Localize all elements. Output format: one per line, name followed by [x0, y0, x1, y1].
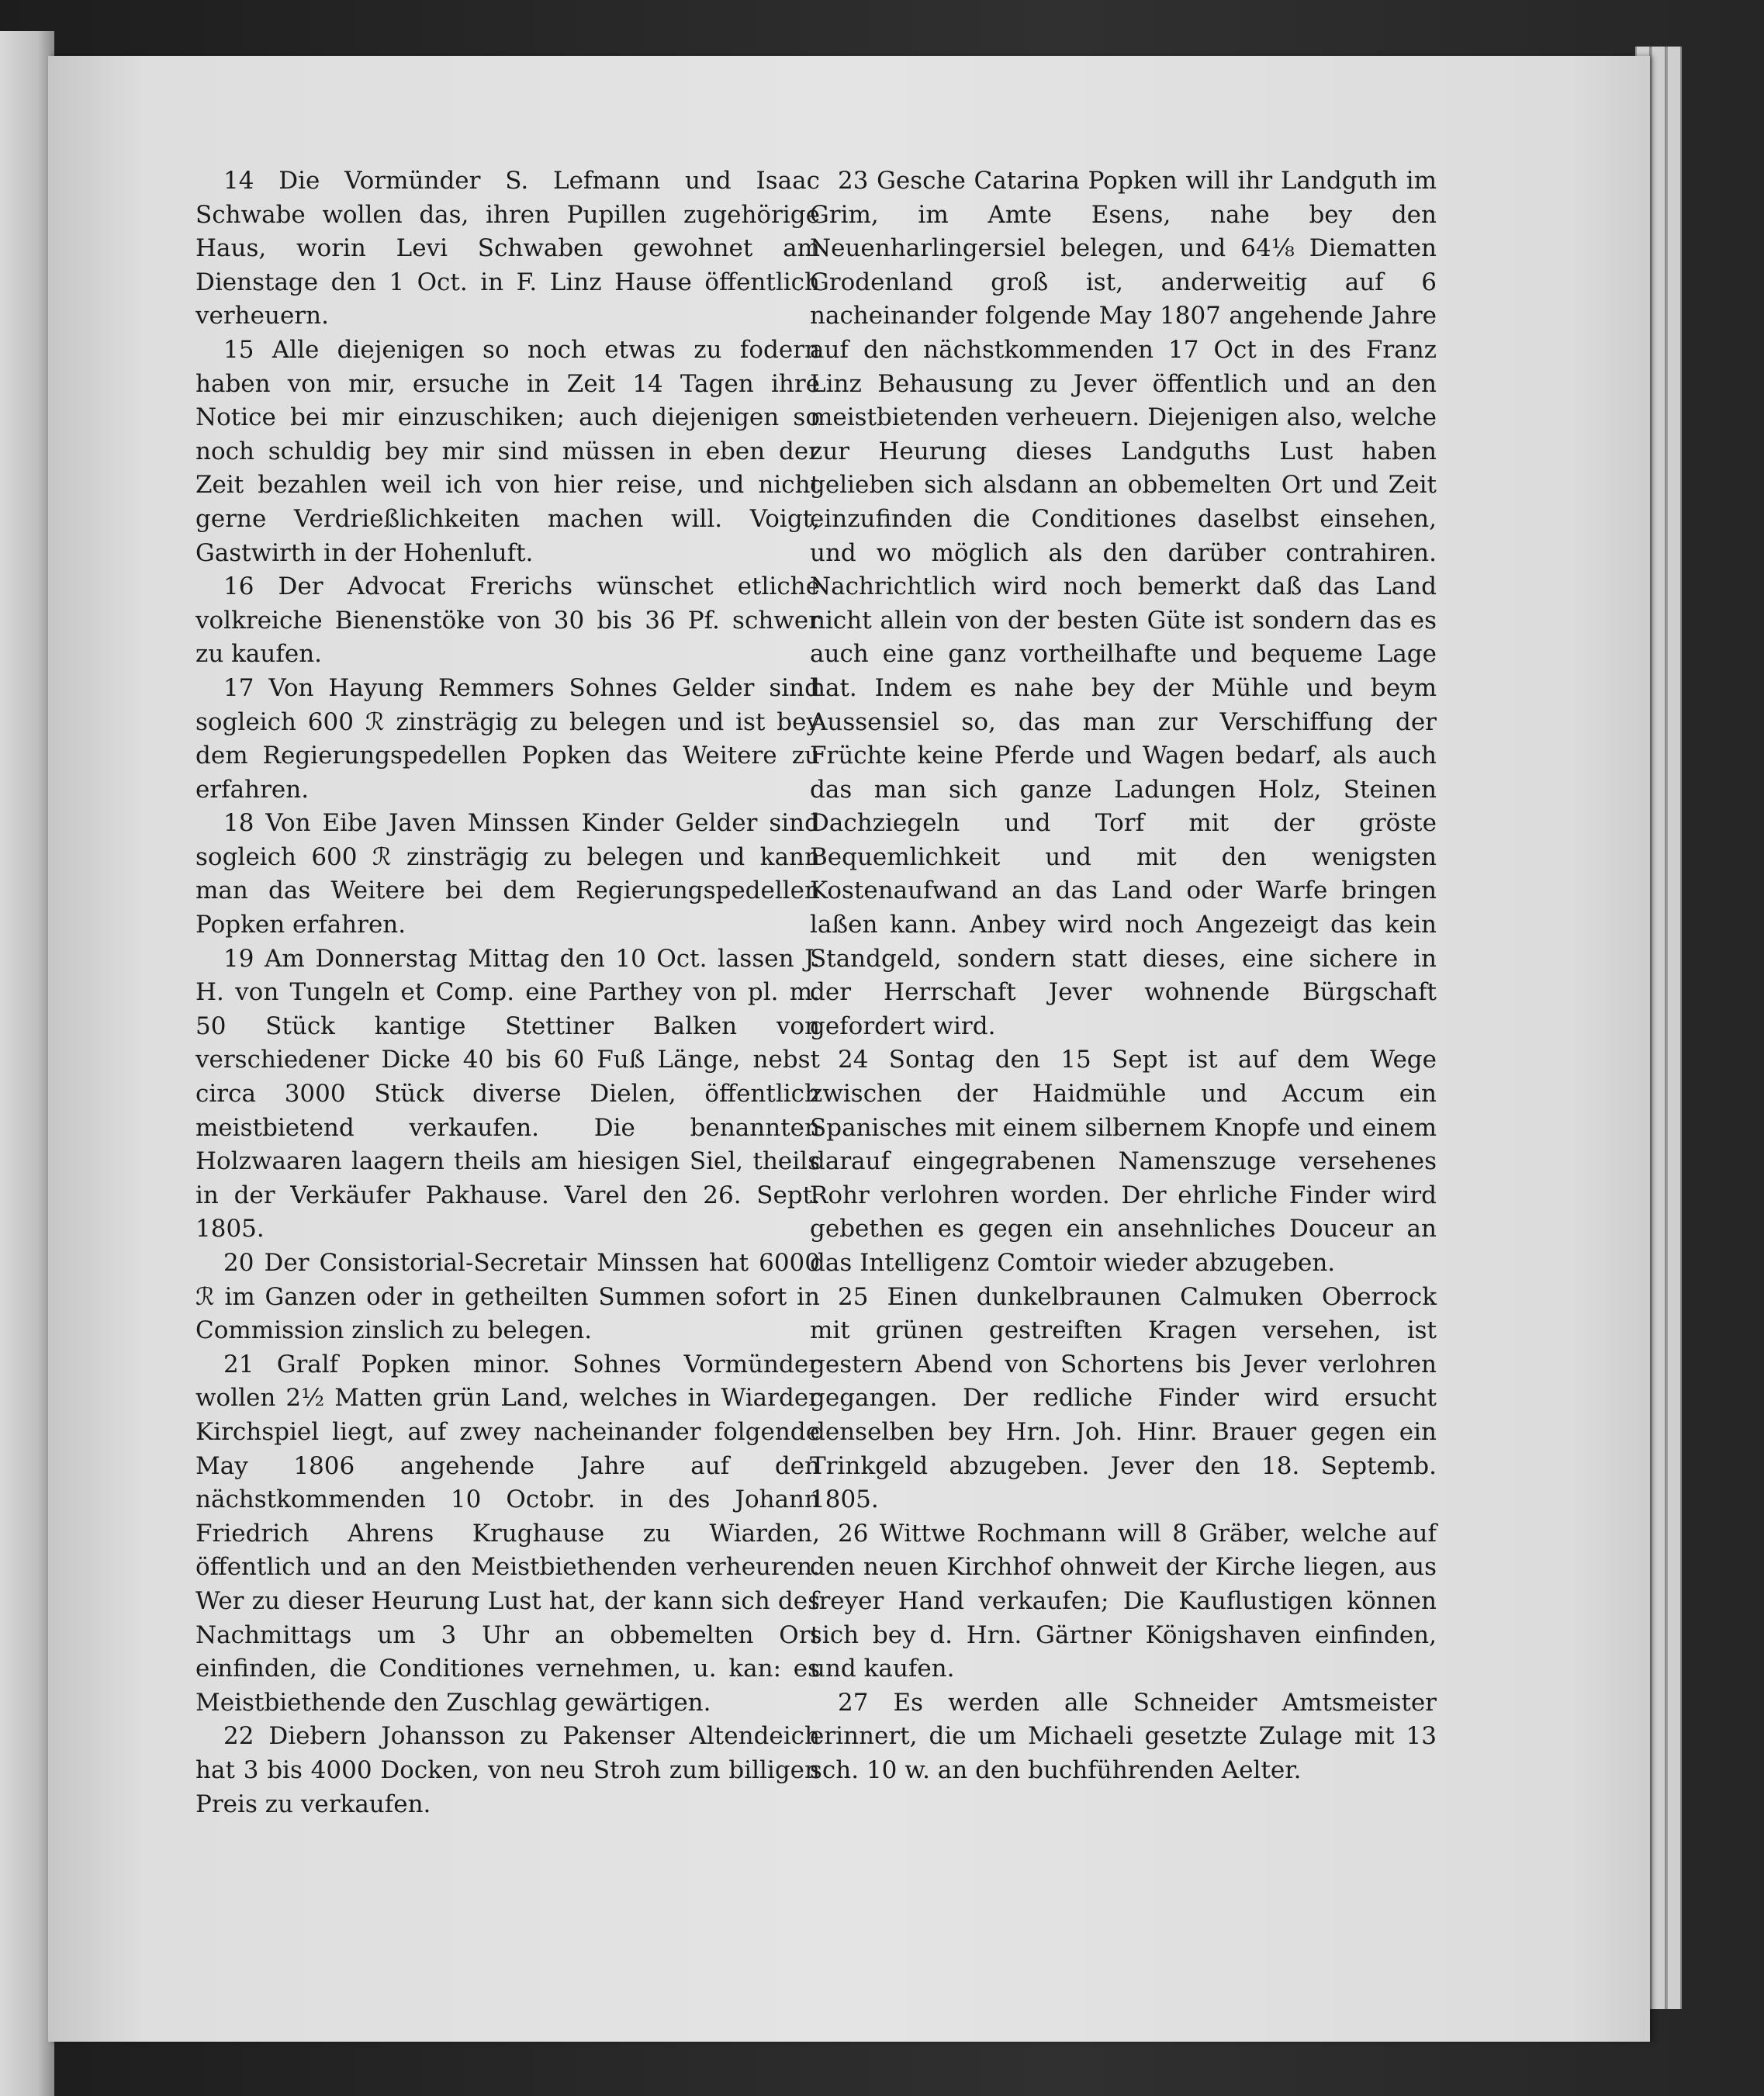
notice-17: 17 Von Hayung Remmers Sohnes Gelder sind sogleich 600 ℛ zinsträgig zu belegen und ist bey dem Regierungspedellen Popken das Weitere zu erfahren. — [195, 673, 820, 804]
notice-22: 22 Diebern Johansson zu Pakenser Altendeich hat 3 bis 4000 Docken, von neu Stroh zum billigen Preis zu verkaufen. — [195, 1722, 820, 1818]
notice-16: 16 Der Advocat Frerichs wünschet etliche volkreiche Bienenstöke von 30 bis 36 Pf. schwer zu kaufen. — [195, 572, 820, 669]
left-column — [195, 164, 820, 1821]
page-edge — [1666, 47, 1682, 2009]
notice-18: 18 Von Eibe Javen Minssen Kinder Gelder sind sogleich 600 ℛ zinsträgig zu belegen und kann man das Weitere bei dem Regierungspedellen Popken erfahren. — [195, 809, 820, 939]
notice-20: 20 Der Consistorial-Secretair Minssen hat 6000 ℛ im Ganzen oder in getheilten Summen sofort in Commission zinslich zu belegen. — [195, 1249, 820, 1345]
notice-27: 27 Es werden alle Schneider Amtsmeister erinnert, die um Michaeli gesetzte Zulage mit 13 sch. 10 w. an den buchführenden Aelter. — [810, 1688, 1437, 1784]
newspaper-page — [48, 56, 1650, 2042]
notice-25: 25 Einen dunkelbraunen Calmuken Oberrock mit grünen gestreiften Kragen versehen, ist gestern Abend von Schortens bis Jever verlohren gegangen. Der redliche Finder wird ersucht denselben bey Hrn. Joh. Hinr. Brauer gegen ein Trinkgeld abzugeben. Jever den 18. Septemb. 1805. — [810, 1282, 1437, 1514]
notice-19: 19 Am Donnerstag Mittag den 10 Oct. lassen J. H. von Tungeln et Comp. eine Parthey von pl. m. 50 Stück kantige Stettiner Balken von verschiedener Dicke 40 bis 60 Fuß Länge, nebst circa 3000 Stück diverse Dielen, öffentlich meistbietend verkaufen. Die benannten Holzwaaren laagern theils am hiesigen Siel, theils in der Verkäufer Pakhause. Varel den 26. Sept. 1805. — [195, 944, 820, 1243]
notice-23: 23 Gesche Catarina Popken will ihr Landguth im Grim, im Amte Esens, nahe bey den Neuenharlingersiel belegen, und 64⅛ Diematten Grodenland groß ist, anderweitig auf 6 nacheinander folgende May 1807 angehende Jahre auf den nächstkommenden 17 Oct in des Franz Linz Behausung zu Jever öffentlich und an den meistbietenden verheuern. Diejenigen also, welche zur Heurung dieses Landguths Lust haben gelieben sich alsdann an obbemelten Ort und Zeit einzufinden die Conditiones daselbst einsehen, und wo möglich als den darüber contrahiren. Nachrichtlich wird noch bemerkt daß das Land nicht allein von der besten Güte ist sondern das es auch eine ganz vortheilhafte und bequeme Lage hat. Indem es nahe bey der Mühle und beym Aussensiel so, das man zur Verschiffung der Früchte keine Pferde und Wagen bedarf, als auch das man sich ganze Ladungen Holz, Steinen Dachziegeln und Torf mit der gröste Bequemlichkeit und mit den wenigsten Kostenaufwand an das Land oder Warfe bringen laßen kann. Anbey wird noch Angezeigt das kein Standgeld, sondern statt dieses, eine sichere in der Herrschaft Jever wohnende Bürgschaft gefordert wird. — [810, 167, 1437, 1040]
page-edge — [1651, 47, 1666, 2009]
notice-14: 14 Die Vormünder S. Lefmann und Isaac Schwabe wollen das, ihren Pupillen zugehörige Haus, worin Levi Schwaben gewohnet am Dienstage den 1 Oct. in F. Linz Hause öffentlich verheuern. — [195, 167, 820, 330]
notice-26: 26 Wittwe Rochmann will 8 Gräber, welche auf den neuen Kirchhof ohnweit der Kirche liegen, aus freyer Hand verkaufen; Die Kauflustigen können sich bey d. Hrn. Gärtner Königshaven einfinden, und kaufen. — [810, 1519, 1437, 1683]
notice-15: 15 Alle diejenigen so noch etwas zu fodern haben von mir, ersuche in Zeit 14 Tagen ihre Notice bei mir einzuschiken; auch diejenigen so noch schuldig bey mir sind müssen in eben der Zeit bezahlen weil ich von hier reise, und nicht gerne Verdrießlichkeiten machen will. Voigt, Gastwirth in der Hohenluft. — [195, 335, 820, 567]
right-column — [810, 164, 1437, 1788]
book-spine — [0, 31, 54, 2096]
notice-24: 24 Sontag den 15 Sept ist auf dem Wege zwischen der Haidmühle und Accum ein Spanisches mit einem silbernem Knopfe und einem darauf eingegrabenen Namenszuge versehenes Rohr verlohren worden. Der ehrliche Finder wird gebethen es gegen ein ansehnliches Douceur an das Intelligenz Comtoir wieder abzugeben. — [810, 1046, 1437, 1277]
notice-21: 21 Gralf Popken minor. Sohnes Vormünder wollen 2½ Matten grün Land, welches in Wiarder Kirchspiel liegt, auf zwey nacheinander folgende May 1806 angehende Jahre auf den nächstkommenden 10 Octobr. in des Johann Friedrich Ahrens Krughause zu Wiarden, öffentlich und an den Meistbiethenden verheuren. Wer zu dieser Heurung Lust hat, der kann sich des Nachmittags um 3 Uhr an obbemelten Ort einfinden, die Conditiones vernehmen, u. kan: es Meistbiethende den Zuschlag gewärtigen. — [195, 1350, 820, 1717]
